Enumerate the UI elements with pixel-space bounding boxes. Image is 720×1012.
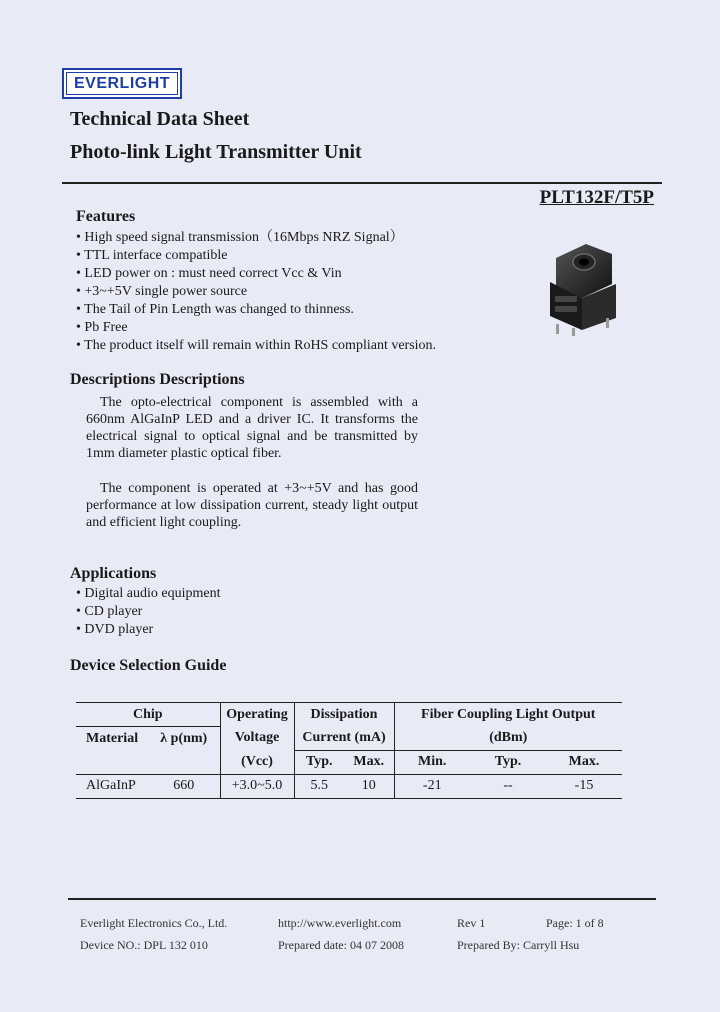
device-selection-table xyxy=(76,702,622,799)
footer-page: Page: 1 of 8 xyxy=(546,916,604,930)
table-row xyxy=(76,774,622,798)
features-heading: Features xyxy=(76,208,136,225)
description-paragraph-2: The component is operated at +3~+5V and has good performance at low dissipation current, steady light output and efficient light coupling. xyxy=(86,481,418,530)
cell-output-max: -15 xyxy=(574,778,594,793)
list-item: • LED power on : must need correct Vcc & Vin xyxy=(76,265,546,283)
list-item: • High speed signal transmission（16Mbps NRZ Signal） xyxy=(76,229,546,247)
product-photo xyxy=(546,240,622,336)
footer-prepared-by: Prepared By: Carryll Hsu xyxy=(457,938,580,952)
company-logo xyxy=(62,68,182,99)
list-item: • DVD player xyxy=(76,621,376,639)
footer-revision: Rev 1 xyxy=(457,916,486,930)
header-voltage: Voltage xyxy=(220,727,294,751)
list-item: • The product itself will remain within RoHS compliant version. xyxy=(76,337,546,355)
cell-voltage: +3.0~5.0 xyxy=(220,774,294,798)
header-operating: Operating xyxy=(220,703,294,727)
header-divider xyxy=(62,182,662,184)
list-item: • Digital audio equipment xyxy=(76,585,376,603)
descriptions-heading: Descriptions Descriptions xyxy=(70,371,245,388)
header-dissipation: Dissipation xyxy=(294,703,394,727)
header-vcc: (Vcc) xyxy=(220,750,294,774)
footer-prepared-date: Prepared date: 04 07 2008 xyxy=(278,938,404,952)
header-output-min: Min. xyxy=(418,754,447,769)
document-title: Technical Data Sheet xyxy=(70,108,250,130)
footer-device-no: Device NO.: DPL 132 010 xyxy=(80,938,208,952)
cell-current-max: 10 xyxy=(344,774,394,798)
applications-heading: Applications xyxy=(70,565,157,582)
header-dbm: (dBm) xyxy=(394,727,622,751)
header-chip: Chip xyxy=(76,703,220,727)
part-number: PLT132F/T5P xyxy=(539,187,654,208)
list-item: • Pb Free xyxy=(76,319,546,337)
cell-output-min: -21 xyxy=(422,778,442,793)
logo-text: EVERLIGHT xyxy=(66,72,178,95)
header-fiber-output: Fiber Coupling Light Output xyxy=(421,706,596,722)
list-item: • CD player xyxy=(76,603,376,621)
header-current-max: Max. xyxy=(344,750,394,774)
description-paragraph-1: The opto-electrical component is assembled with a 660nm AlGaInP LED and a driver IC. It transforms the electrical signal to optical signal and be transmitted by 1mm diameter plastic optical fiber. xyxy=(86,395,418,461)
features-list xyxy=(76,229,546,355)
list-item: • +3~+5V single power source xyxy=(76,283,546,301)
applications-list xyxy=(76,585,376,639)
header-current-typ: Typ. xyxy=(305,754,333,769)
cell-material: AlGaInP xyxy=(86,778,136,793)
footer-divider xyxy=(68,898,656,900)
header-output-typ: Typ. xyxy=(494,754,522,769)
cell-wavelength: 660 xyxy=(148,774,220,798)
cell-current-typ: 5.5 xyxy=(310,778,328,793)
footer-company: Everlight Electronics Co., Ltd. xyxy=(80,916,228,930)
list-item: • The Tail of Pin Length was changed to thinness. xyxy=(76,301,546,319)
header-wavelength: λ p(nm) xyxy=(148,727,220,751)
header-current: Current (mA) xyxy=(294,727,394,751)
list-item: • TTL interface compatible xyxy=(76,247,546,265)
header-output-max: Max. xyxy=(568,754,600,769)
product-title: Photo-link Light Transmitter Unit xyxy=(70,141,362,163)
footer-website: http://www.everlight.com xyxy=(278,916,402,930)
header-material: Material xyxy=(86,730,139,746)
cell-output-typ: -- xyxy=(503,778,513,793)
selection-guide-heading: Device Selection Guide xyxy=(70,657,227,674)
